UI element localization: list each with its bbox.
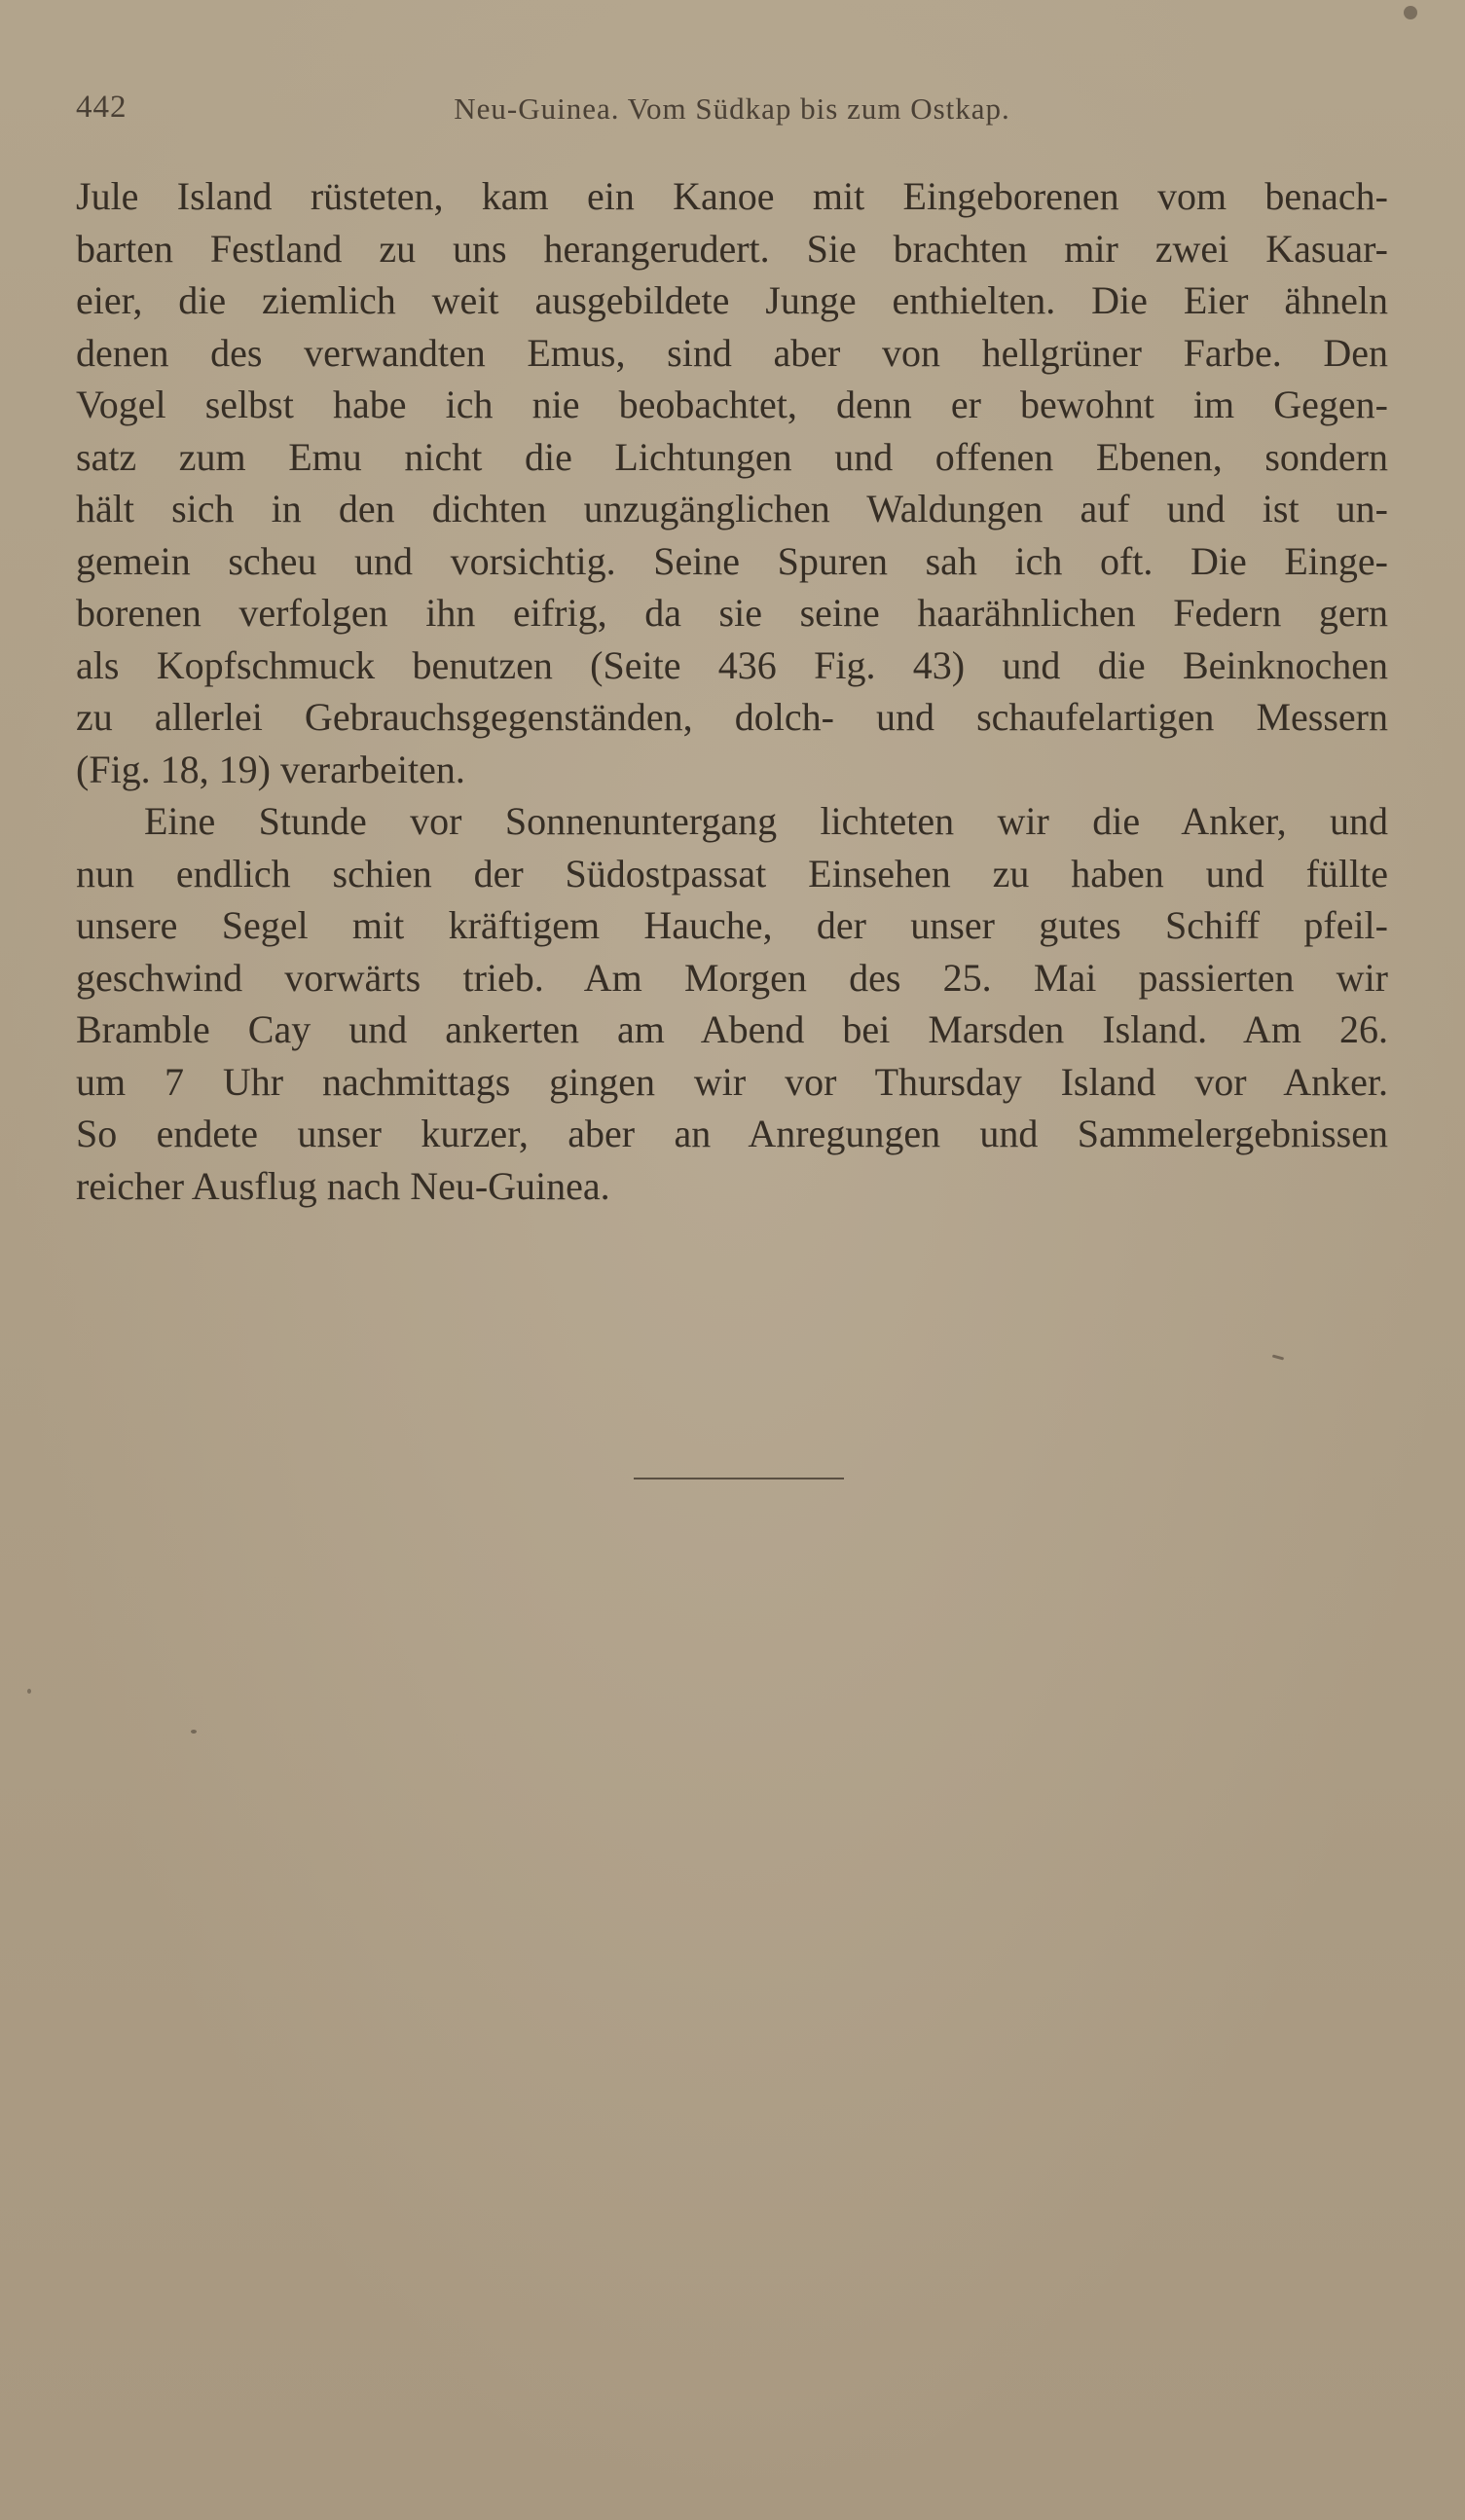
text-line: Jule Island rüsteten, kam ein Kanoe mit Eingeborenen vom benach- — [76, 174, 1388, 218]
paper-speck — [27, 1689, 31, 1694]
text-line: geschwind vorwärts trieb. Am Morgen des 25. Mai passierten wir — [76, 955, 1388, 1000]
text-line: barten Festland zu uns herangerudert. Sie brachten mir zwei Kasuar- — [76, 226, 1388, 271]
text-line: denen des verwandten Emus, sind aber von hellgrüner Farbe. Den — [76, 330, 1388, 375]
paragraph-end-line: (Fig. 18, 19) verarbeiten. — [76, 747, 465, 791]
text-line: gemein scheu und vorsichtig. Seine Spuren sah ich oft. Die Einge- — [76, 538, 1388, 583]
paper-speck — [1272, 1354, 1284, 1360]
text-line: zu allerlei Gebrauchsgegenständen, dolch- und schaufelartigen Messern — [76, 695, 1388, 739]
text-line: So endete unser kurzer, aber an Anregungen und Sammelergebnissen — [76, 1112, 1388, 1155]
body-text — [76, 170, 1388, 1212]
text-line: nun endlich schien der Südostpassat Einsehen zu haben und füllte — [76, 851, 1388, 895]
running-head: Neu-Guinea. Vom Südkap bis zum Ostkap. — [454, 91, 1010, 126]
text-line: als Kopfschmuck benutzen (Seite 436 Fig. 43) und die Beinknochen — [76, 642, 1388, 687]
paper-speck — [1404, 6, 1417, 19]
text-line: unsere Segel mit kräftigem Hauche, der unser gutes Schiff pfeil- — [76, 903, 1388, 947]
text-line: Vogel selbst habe ich nie beobachtet, denn er bewohnt im Gegen- — [76, 383, 1388, 426]
paragraph-end-line: reicher Ausflug nach Neu-Guinea. — [76, 1163, 610, 1208]
page-number: 442 — [76, 90, 128, 125]
text-line: borenen verfolgen ihn eifrig, da sie seine haarähnlichen Federn gern — [76, 591, 1388, 635]
paragraph-start-line: Eine Stunde vor Sonnenuntergang lichteten wir die Anker, und — [144, 799, 1388, 843]
text-line: eier, die ziemlich weit ausgebildete Junge enthielten. Die Eier ähneln — [76, 278, 1388, 322]
paper-speck — [191, 1730, 197, 1734]
text-line: satz zum Emu nicht die Lichtungen und offenen Ebenen, sondern — [76, 434, 1388, 479]
text-line: um 7 Uhr nachmittags gingen wir vor Thursday Island vor Anker. — [76, 1059, 1388, 1104]
section-divider-rule — [634, 1478, 844, 1479]
text-line: hält sich in den dichten unzugänglichen Waldungen auf und ist un- — [76, 487, 1388, 530]
text-line: Bramble Cay und ankerten am Abend bei Marsden Island. Am 26. — [76, 1007, 1388, 1051]
page-header — [76, 90, 1388, 138]
